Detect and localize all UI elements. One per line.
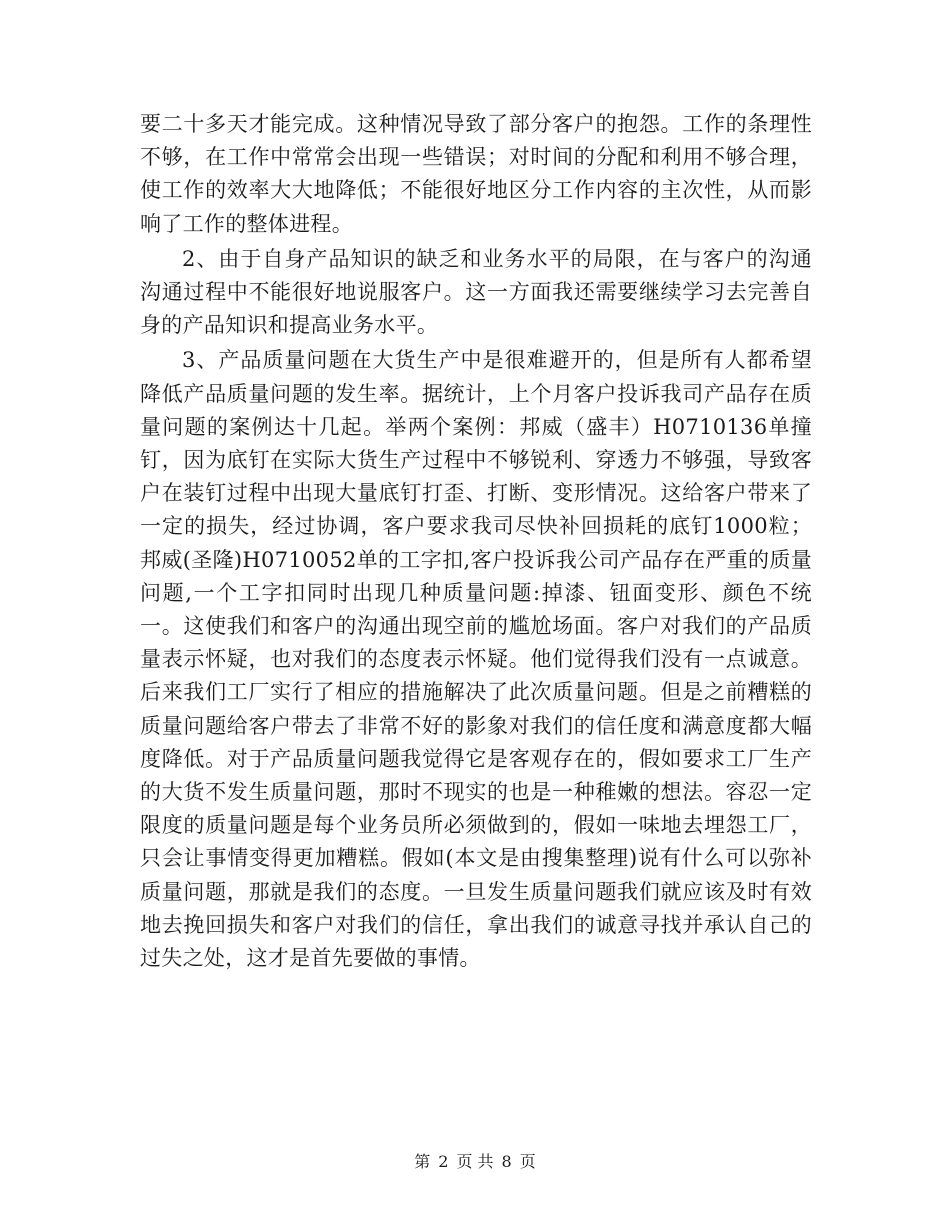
page-footer xyxy=(0,1152,950,1172)
paragraph-item-2: 2、由于自身产品知识的缺乏和业务水平的局限，在与客户的沟通沟通过程中不能很好地说服客户。这一方面我还需要继续学习去完善自身的产品知识和提高业务水平。 xyxy=(140,246,812,338)
paragraph-item-3: 3、产品质量问题在大货生产中是很难避开的，但是所有人都希望降低产品质量问题的发生率。据统计，上个月客户投诉我司产品存在质量问题的案例达十几起。举两个案例：邦威（盛丰）H0710136单撞钉，因为底钉在实际大货生产过程中不够锐利、穿透力不够强，导致客户在装钉过程中出现大量底钉打歪、打断、变形情况。这给客户带来了一定的损失，经过协调，客户要求我司尽快补回损耗的底钉1000粒；邦威(圣隆)H0710052单的工字扣,客户投诉我公司产品存在严重的质量问题,一个工字扣同时出现几种质量问题:掉漆、钮面变形、颜色不统一。这使我们和客户的沟通出现空前的尴尬场面。客户对我们的产品质量表示怀疑，也对我们的态度表示怀疑。他们觉得我们没有一点诚意。后来我们工厂实行了相应的措施解决了此次质量问题。但是之前糟糕的质量问题给客户带去了非常不好的影象对我们的信任度和满意度都大幅度降低。对于产品质量问题我觉得它是客观存在的，假如要求工厂生产的大货不发生质量问题，那时不现实的也是一种稚嫩的想法。容忍一定限度的质量问题是每个业务员所必须做到的，假如一味地去埋怨工厂，只会让事情变得更加糟糕。假如(本文是由搜集整理)说有什么可以弥补质量问题，那就是我们的态度。一旦发生质量问题我们就应该及时有效地去挽回损失和客户对我们的信任，拿出我们的诚意寻找并承认自己的过失之处，这才是首先要做的事情。 xyxy=(140,348,812,971)
paragraph-continuation: 要二十多天才能完成。这种情况导致了部分客户的抱怨。工作的条理性不够，在工作中常常会出现一些错误；对时间的分配和利用不够合理，使工作的效率大大地降低；不能很好地区分工作内容的主次性，从而影响了工作的整体进程。 xyxy=(140,112,812,236)
footer-total-pages: 8 xyxy=(501,1152,512,1171)
footer-current-page: 2 xyxy=(438,1152,449,1171)
document-body xyxy=(140,108,812,977)
footer-suffix: 页 xyxy=(519,1152,536,1171)
footer-middle: 页 共 xyxy=(456,1152,494,1171)
footer-prefix: 第 xyxy=(414,1152,431,1171)
